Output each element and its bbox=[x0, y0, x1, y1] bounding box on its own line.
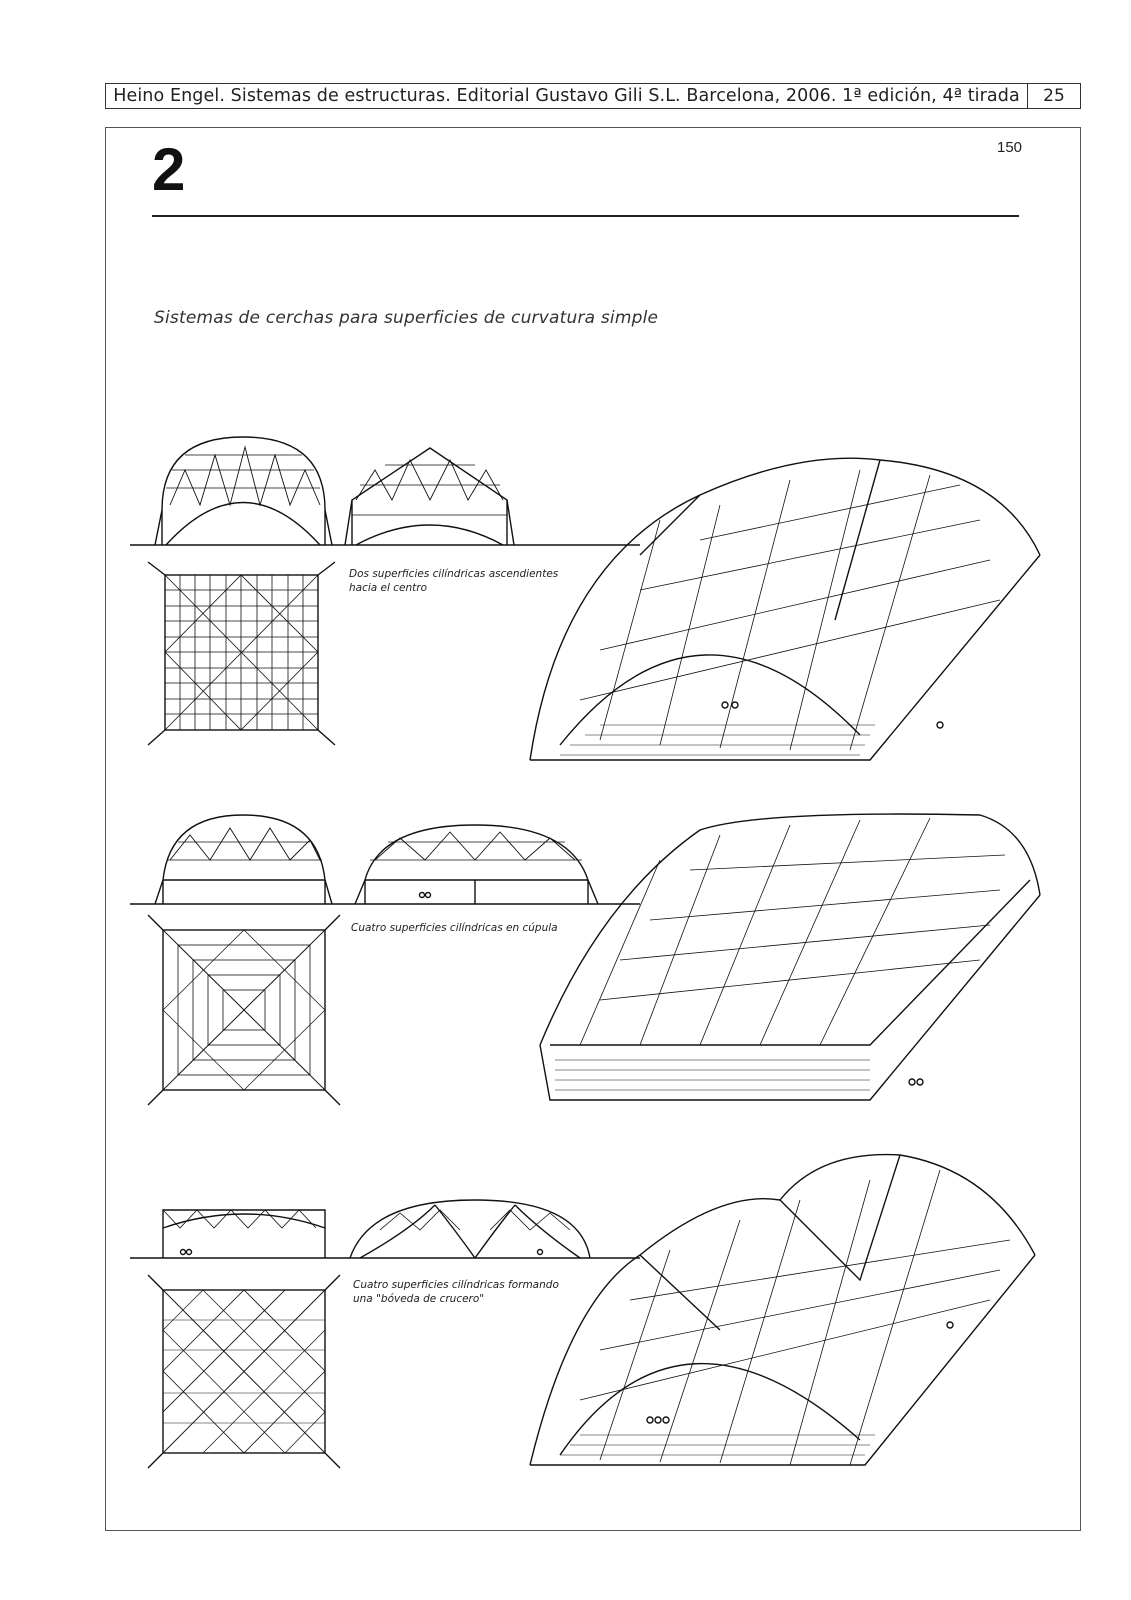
system-2-section-dome-large bbox=[355, 825, 598, 904]
caption-line: Dos superficies cilíndricas ascendientes bbox=[349, 568, 559, 580]
system-2-section-dome-small bbox=[130, 815, 640, 904]
book-page-number: 150 bbox=[997, 139, 1023, 156]
citation-text: Heino Engel. Sistemas de estructuras. Editorial Gustavo Gili S.L. Barcelona, 2006. 1ª edición, 4ª tirada bbox=[113, 86, 1020, 106]
system-3-plan bbox=[148, 1275, 340, 1468]
caption-line: una "bóveda de crucero" bbox=[353, 1293, 485, 1305]
caption-line: Cuatro superficies cilíndricas en cúpula bbox=[351, 922, 558, 934]
system-1-section-barrel bbox=[130, 437, 640, 545]
page-number: 25 bbox=[1027, 84, 1080, 108]
caption-line: hacia el centro bbox=[349, 582, 428, 594]
section-title: Sistemas de cerchas para superficies de curvatura simple bbox=[154, 308, 659, 328]
caption-line: Cuatro superficies cilíndricas formando bbox=[353, 1279, 559, 1291]
system-3-axonometric bbox=[530, 1155, 1035, 1465]
system-3-section-groin bbox=[350, 1200, 590, 1258]
system-1-plan bbox=[148, 562, 335, 745]
system-2-plan bbox=[148, 915, 340, 1105]
system-1-axonometric bbox=[530, 458, 1040, 760]
system-1-section-gable bbox=[345, 448, 514, 545]
chapter-number: 2 bbox=[152, 136, 186, 203]
system-2-axonometric bbox=[540, 814, 1040, 1100]
